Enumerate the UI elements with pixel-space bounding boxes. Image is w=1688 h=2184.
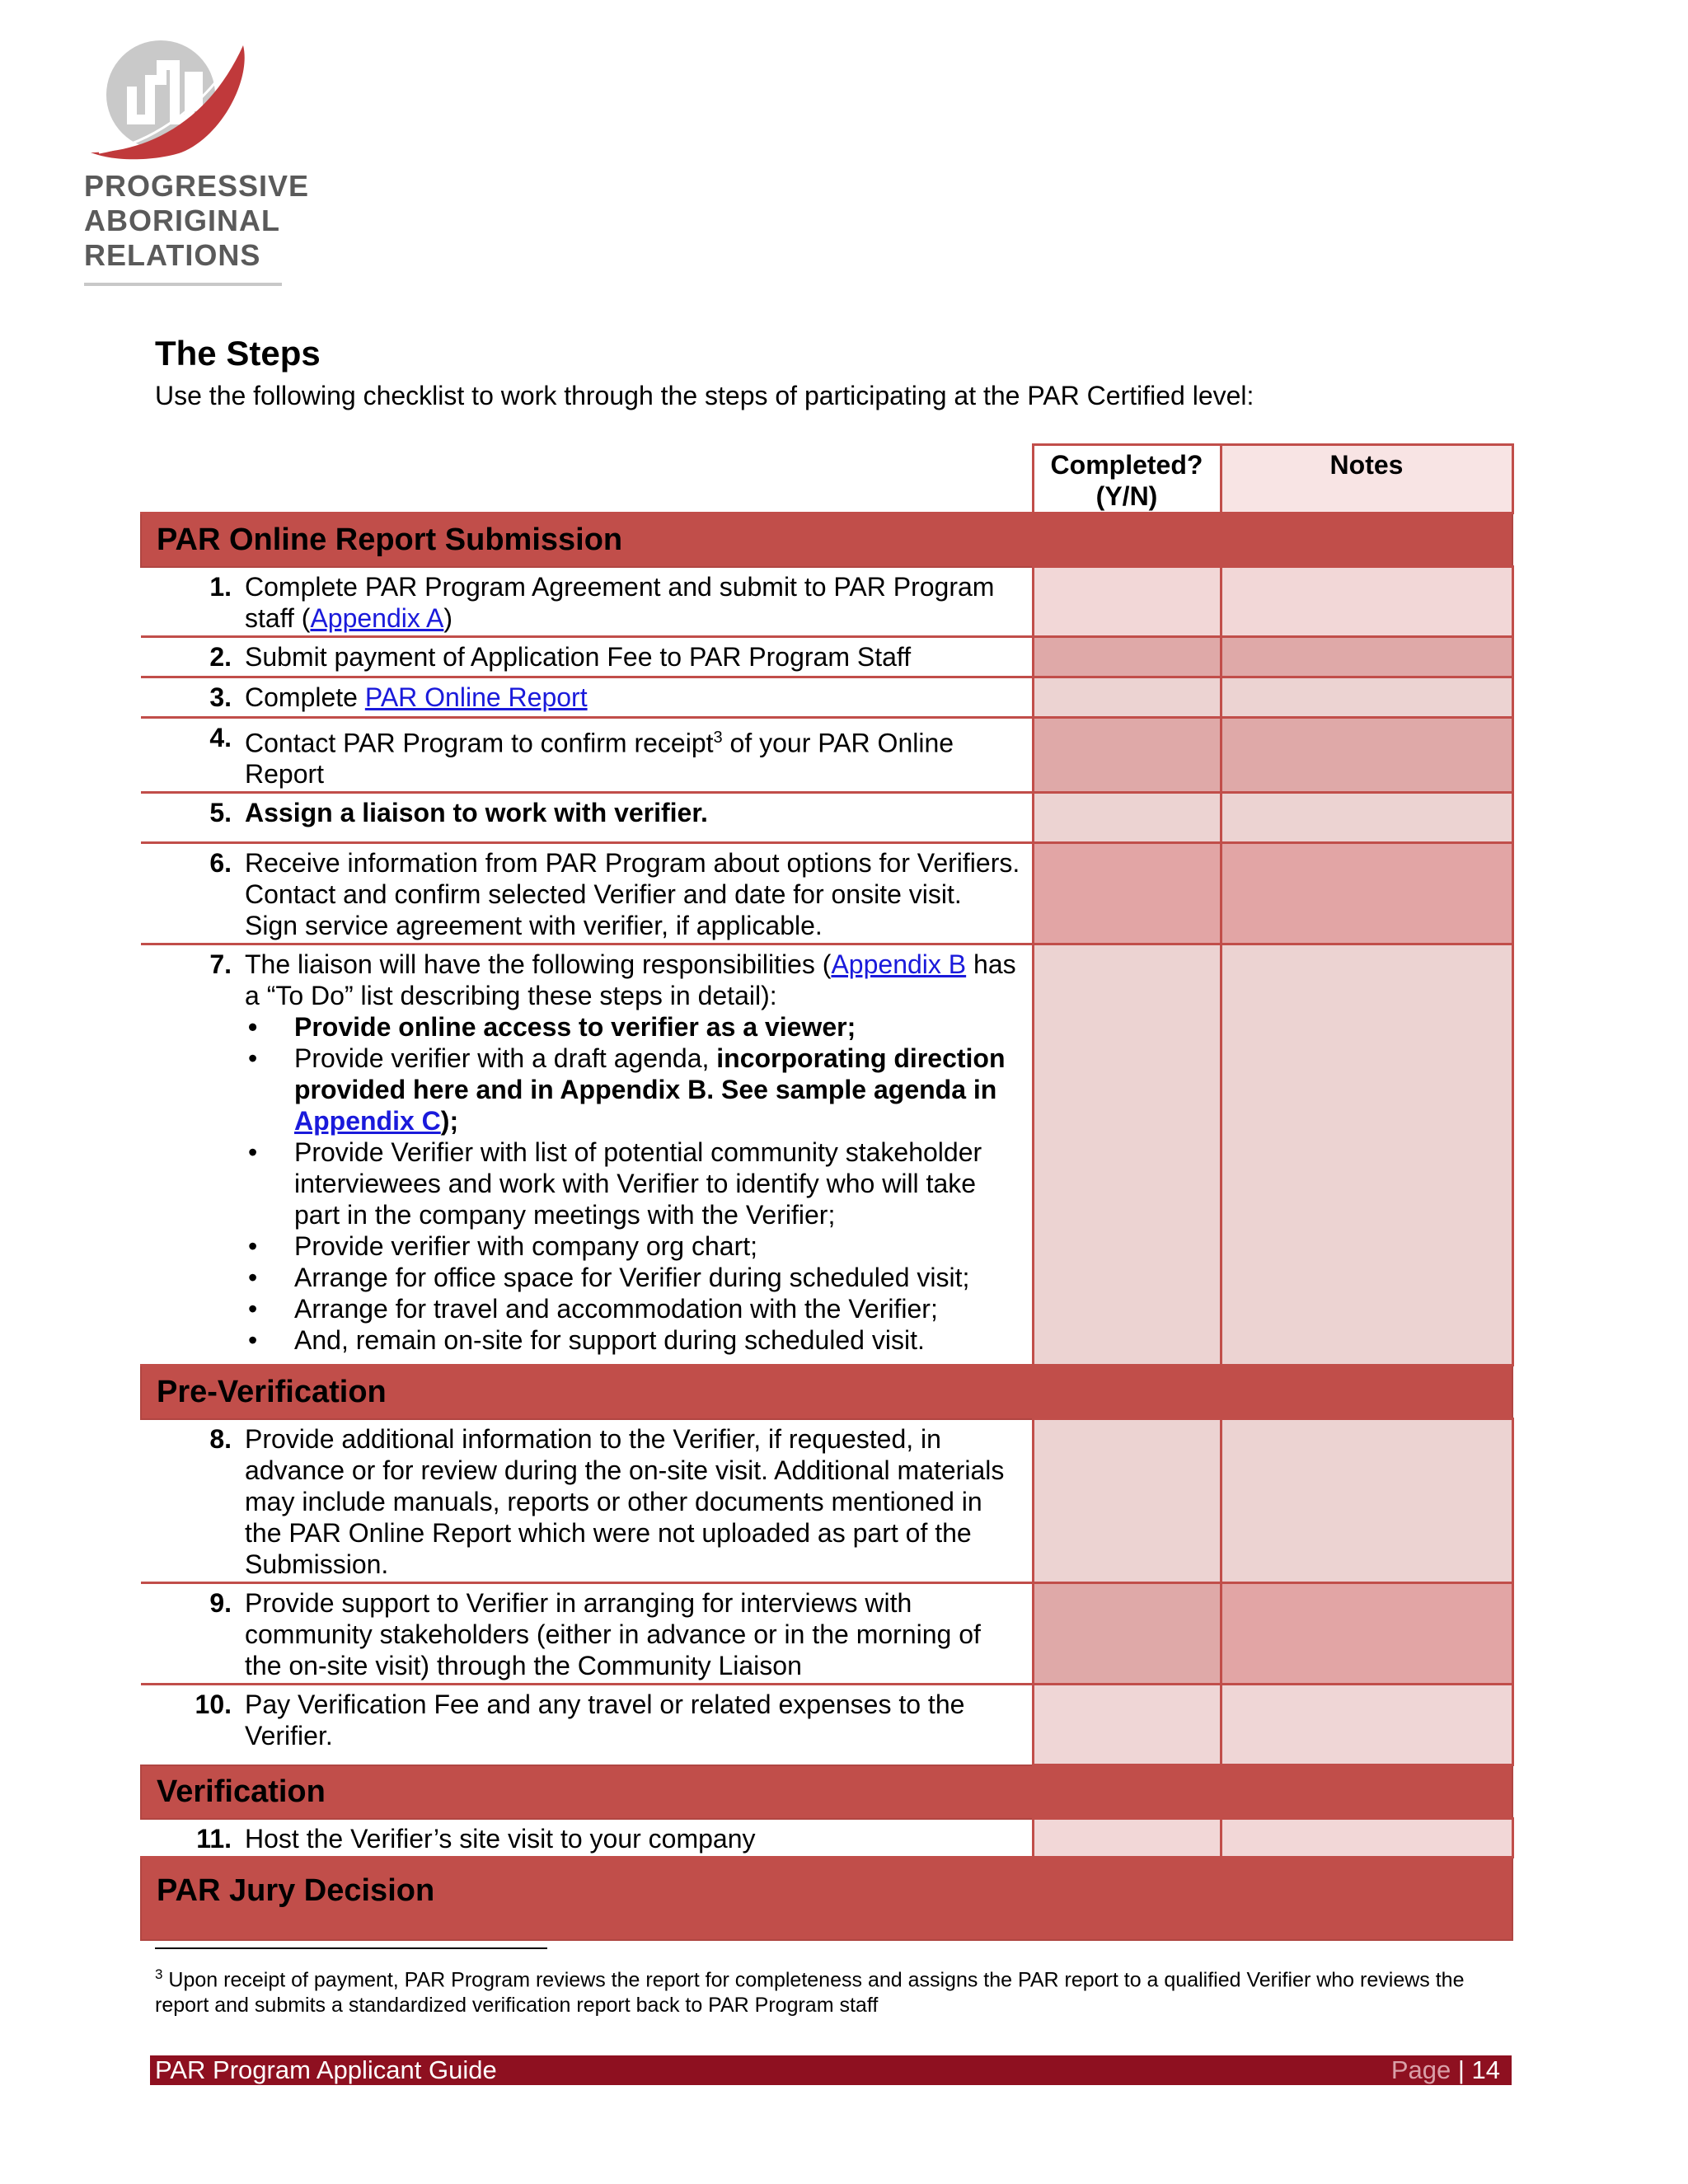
step-number: 10. [195,1689,232,1719]
step-7-cell [141,944,1033,1366]
step-4-text-end: of your PAR Online Report [245,728,954,790]
list-item: • Provide Verifier with list of potential community stakeholder interviewees and work with Verifier to identify who will take part in the company meetings with the Verifier; [245,1137,1020,1230]
step-number: 3. [209,682,232,712]
list-item: • Provide verifier with company org chart; [245,1230,1020,1262]
notes-cell[interactable] [1221,843,1512,944]
appendix-b-link[interactable]: Appendix B [831,949,967,980]
bullet-2-text: Provide verifier with a draft agenda, [294,1043,717,1074]
footer-page-indicator [1391,2055,1500,2085]
logo-wordmark [84,169,309,273]
step-text [245,571,1032,634]
step-number: 8. [209,1423,232,1454]
section-row-online [141,513,1512,567]
notes-cell[interactable] [1221,1684,1512,1765]
step-1-text: Complete PAR Program Agreement and submit to PAR Program staff ( [245,571,995,633]
footnote-ref[interactable]: 3 [713,728,723,747]
notes-cell[interactable] [1221,636,1512,677]
footer-separator: | [1451,2055,1472,2084]
section-title-pre-verification: Pre-Verification [141,1366,1512,1419]
step-text: Receive information from PAR Program about options for Verifiers. Contact and confirm selected Verifier and date for onsite visit. Sign service agreement with verifier, if applicable. [245,848,1020,941]
notes-cell[interactable] [1221,793,1512,843]
step-4-cell [141,717,1033,793]
table-row [141,567,1512,637]
step-11-cell [141,1819,1033,1858]
step-text [245,949,1032,1356]
section-title-verification: Verification [141,1765,1512,1819]
bullet-2-end: ); [440,1106,459,1137]
table-row [141,1819,1512,1858]
page-footer [150,2055,1512,2085]
step-text [245,722,1032,790]
step-number: 11. [196,1823,232,1854]
step-10-cell [141,1684,1033,1765]
completed-cell[interactable] [1033,1419,1221,1583]
table-row [141,636,1512,677]
footnote-divider [155,1947,547,1949]
table-header-row [141,445,1512,513]
completed-header-line2: (Y/N) [1095,481,1158,511]
table-row [141,1684,1512,1765]
logo-divider [84,283,282,286]
step-text: Host the Verifier’s site visit to your company [245,1823,756,1854]
notes-cell[interactable] [1221,944,1512,1366]
list-item: • And, remain on-site for support during scheduled visit. [245,1324,1020,1356]
step-4-text: Contact PAR Program to confirm receipt [245,728,714,758]
notes-cell[interactable] [1221,567,1512,637]
completed-cell[interactable] [1033,636,1221,677]
notes-column-header: Notes [1221,445,1512,513]
appendix-a-link[interactable]: Appendix A [310,602,444,633]
completed-cell[interactable] [1033,793,1221,843]
step-number: 2. [209,641,232,672]
completed-cell[interactable] [1033,1582,1221,1684]
bullet-2-bold-text: incorporating direction provided here and in Appendix B. See sample agenda in [294,1043,1006,1105]
footer-page-word: Page [1390,2055,1451,2084]
table-row [141,677,1512,717]
section-title-jury: PAR Jury Decision [141,1857,1512,1940]
step-9-cell [141,1582,1033,1684]
footer-guide-title: PAR Program Applicant Guide [155,2055,497,2084]
step-number: 1. [209,571,232,602]
completed-cell[interactable] [1033,944,1221,1366]
step-text: Pay Verification Fee and any travel or related expenses to the Verifier. [245,1689,965,1750]
step-text [245,682,1032,713]
step-number: 7. [209,949,232,980]
completed-cell[interactable] [1033,717,1221,793]
step-number: 4. [209,722,232,752]
completed-cell[interactable] [1033,843,1221,944]
notes-cell[interactable] [1221,717,1512,793]
logo-line-2: ABORIGINAL [84,204,280,237]
table-row [141,1582,1512,1684]
step-text: Provide additional information to the Verifier, if requested, in advance or for review during the on-site visit. Additional materials may include manuals, reports or other documents mentioned in the PAR Online Report which were not uploaded as part of the Submission. [245,1423,1005,1579]
footnote [155,1961,1515,2018]
step-7-text: The liaison will have the following responsibilities ( [245,949,832,980]
step-number: 6. [209,848,232,879]
list-item: • Arrange for office space for Verifier during scheduled visit; [245,1262,1020,1293]
section-title-online: PAR Online Report Submission [141,513,1512,567]
list-item [245,1043,1020,1137]
completed-column-header [1033,445,1221,513]
intro-text: Use the following checklist to work through the steps of participating at the PAR Certified level: [155,381,1254,410]
table-row [141,1419,1512,1583]
table-row [141,793,1512,843]
table-row [141,843,1512,944]
step-8-cell [141,1419,1033,1583]
table-row [141,944,1512,1366]
logo-line-1: PROGRESSIVE [84,169,310,203]
step-5-cell [141,793,1033,843]
step-3-text: Complete [245,682,365,712]
step-1-text-end: ) [443,602,452,633]
steps-checklist-table [140,443,1514,1941]
logo-graphic [82,29,288,173]
notes-cell[interactable] [1221,1819,1512,1858]
step-3-cell [141,677,1033,717]
step-1-cell [141,567,1033,637]
list-item: • Provide online access to verifier as a viewer; [245,1011,1020,1043]
header-blank-cell [141,445,1033,513]
par-online-report-link[interactable]: PAR Online Report [364,682,588,712]
completed-cell[interactable] [1033,1684,1221,1765]
appendix-c-link[interactable]: Appendix C [294,1106,441,1137]
footnote-text: Upon receipt of payment, PAR Program reviews the report for completeness and assigns the PAR report to a qualified Verifier who reviews the report and submits a standardized verification report back to PAR Program staff [155,1968,1465,2018]
section-row-jury [141,1857,1512,1940]
table-row [141,717,1512,793]
section-row-pre-verification [141,1366,1512,1419]
step-number: 5. [209,798,232,828]
list-item: • Arrange for travel and accommodation with the Verifier; [245,1293,1020,1324]
step-6-cell [141,843,1033,944]
logo-line-3: RELATIONS [84,238,261,272]
footnote-marker: 3 [155,1966,163,1982]
step-2-cell [141,636,1033,677]
section-row-verification [141,1765,1512,1819]
step-text: Assign a liaison to work with verifier. [245,798,708,828]
notes-cell[interactable] [1221,1419,1512,1583]
completed-cell[interactable] [1033,1819,1221,1858]
liaison-responsibilities-list [245,1011,1020,1356]
page-title: The Steps [155,334,321,373]
step-text: Submit payment of Application Fee to PAR Program Staff [245,641,912,672]
completed-cell[interactable] [1033,677,1221,717]
completed-cell[interactable] [1033,567,1221,637]
footer-page-number: 14 [1471,2055,1500,2084]
step-text: Provide support to Verifier in arranging for interviews with community stakeholders (either in advance or in the morning of the on-site visit) through the Community Liaison [245,1587,981,1680]
notes-cell[interactable] [1221,677,1512,717]
step-7-text-end: has a “To Do” list describing these steps in detail): [245,949,1016,1011]
completed-header-line1: Completed? [1050,450,1203,480]
notes-cell[interactable] [1221,1582,1512,1684]
step-number: 9. [209,1587,232,1618]
